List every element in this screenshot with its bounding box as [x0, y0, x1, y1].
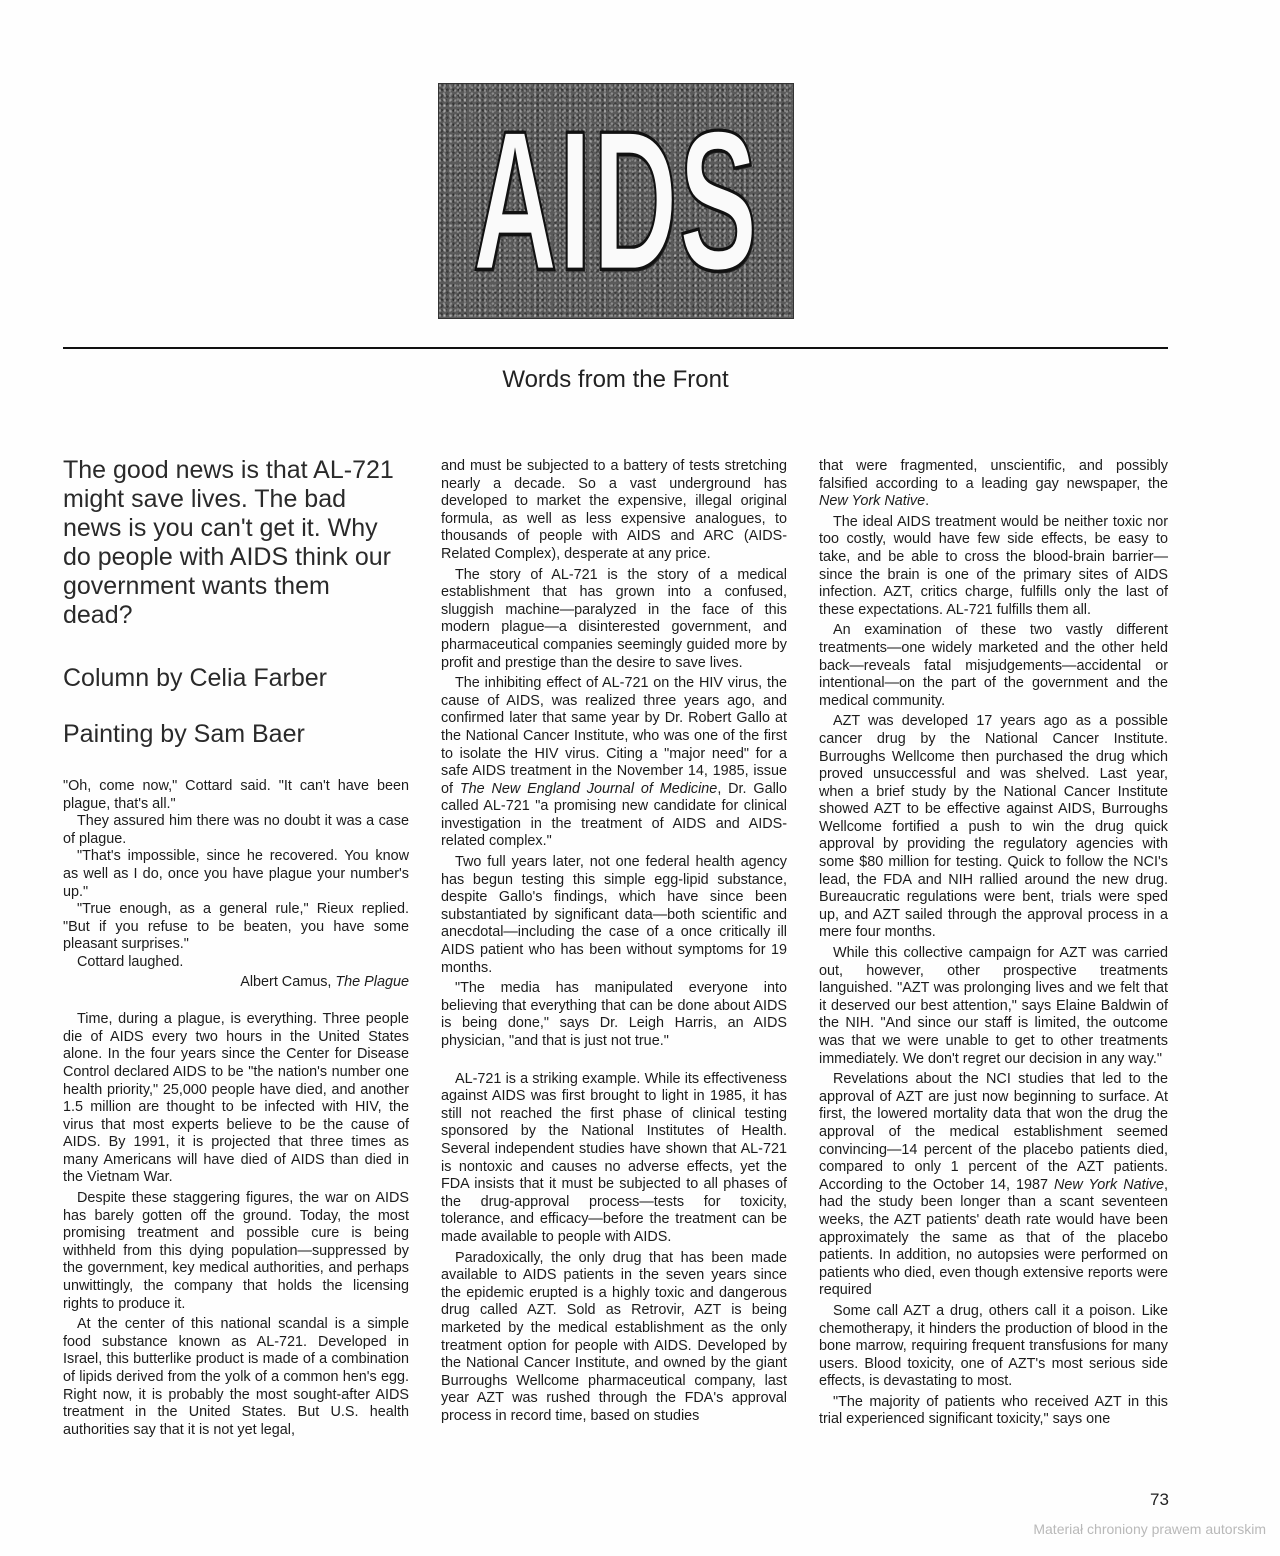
epigraph-line: They assured him there was no doubt it was a case of plague.	[63, 813, 409, 847]
logo-text: AIDS	[473, 89, 759, 312]
body-paragraph: Some call AZT a drug, others call it a poison. Like chemotherapy, it hinders the production of blood in the bone marrow, requiring frequent transfusions for many users. Blood toxicity, one of AZT's most serious side effects, is devastating to most.	[819, 1302, 1168, 1390]
body-paragraph: Two full years later, not one federal health agency has begun testing this simple egg-lipid substance, despite Gallo's findings, which have since been substantiated by significant data—both scientific and anecdotal—including the case of a once critically ill AIDS patient who has been without symptoms for 19 months.	[441, 854, 787, 976]
body-paragraph: "The majority of patients who received AZT in this trial experienced significant toxicity," says one	[819, 1393, 1168, 1428]
body-paragraph: Despite these staggering figures, the war on AIDS has barely gotten off the ground. Today, the most promising treatment and possible cure is being withheld from this dying population—suppressed by the government, key medical authorities, and perhaps unwittingly, the company that holds the licensing rights to produce it.	[63, 1190, 409, 1312]
epigraph-line: "True enough, as a general rule," Rieux replied. "But if you refuse to be beaten, you have some pleasant surprises."	[63, 901, 409, 953]
column-1	[63, 778, 409, 1442]
page-number: 73	[1150, 1490, 1169, 1509]
epigraph-line: "Oh, come now," Cottard said. "It can't have been plague, that's all."	[63, 778, 409, 812]
body-paragraph: "The media has manipulated everyone into believing that everything that can be done about AIDS is being done," says Dr. Leigh Harris, an AIDS physician, "and that is just not true."	[441, 980, 787, 1049]
body-paragraph: that were fragmented, unscientific, and possibly falsified according to a leading gay newspaper, the New York Native.	[819, 458, 1168, 510]
body-paragraph: The inhibiting effect of AL-721 on the HIV virus, the cause of AIDS, was realized three years ago, and confirmed later that same year by Dr. Robert Gallo at the National Cancer Institute, who was one of the first to isolate the HIV virus. Citing a "major need" for a safe AIDS treatment in the November 14, 1985, issue of The New England Journal of Medicine, Dr. Gallo called AL-721 "a promising new candidate for clinical investigation in the treatment of AIDS and AIDS-related complex."	[441, 675, 787, 850]
header-rule	[63, 347, 1168, 349]
copyright-watermark: Materiał chroniony prawem autorskim	[1033, 1521, 1266, 1537]
epigraph-line: "That's impossible, since he recovered. You know as well as I do, once you have plague your number's up."	[63, 848, 409, 900]
body-paragraph: Revelations about the NCI studies that led to the approval of AZT are just now beginning to surface. At first, the lowered mortality data that won the drug the approval of the medical establishment seemed convincing—14 percent of the placebo patients died, compared to only 1 percent of the AZT patients. According to the October 14, 1987 New York Native, had the study been longer than a scant seventeen weeks, the AZT patients' death rate would have been approximately the same as that of the placebo patients. In addition, no autopsies were performed on patients who died, even though extensive reports were required	[819, 1071, 1168, 1299]
epigraph-line: Cottard laughed.	[77, 953, 184, 970]
newspaper-title: New York Native	[819, 493, 926, 510]
column-3	[819, 458, 1168, 1432]
body-paragraph: AZT was developed 17 years ago as a possible cancer drug by the National Cancer Institute. Burroughs Wellcome then purchased the drug which proved unsuccessful and was shelved. Last year, when a brief study by the National Cancer Institute showed AZT to be effective against AIDS, Burroughs Wellcome fortified a push to win the drug quick approval by providing the regulatory agencies with some $80 million for testing. Quick to follow the NCI's lead, the FDA and NIH rallied around the new drug. Bureaucratic regulations were bent, trials were sped up, and AZT sailed through the approval process in a mere four months.	[819, 713, 1168, 941]
byline-painting: Painting by Sam Baer	[63, 720, 305, 748]
body-paragraph: AL-721 is a striking example. While its effectiveness against AIDS was first brought to light in 1985, it has still not reached the first phase of clinical testing sponsored by the National Institutes of Health. Several independent studies have shown that AL-721 is nontoxic and causes no adverse effects, yet the FDA insists that it must be subjected to all phases of the drug-approval process—tests for toxicity, tolerance, and efficacy—before the treatment can be made available to people with AIDS.	[441, 1070, 787, 1245]
body-paragraph: The story of AL-721 is the story of a medical establishment that has grown into a confused, sluggish machine—paralyzed in the face of this modern plague—a disinterested government, and pharmaceutical companies seemingly guided more by profit and prestige than the desire to save lives.	[441, 566, 787, 671]
epigraph-work: The Plague	[335, 973, 409, 990]
epigraph-author: Albert Camus,	[240, 973, 336, 990]
body-paragraph: The ideal AIDS treatment would be neither toxic nor too costly, would have few side effects, be easy to take, and be able to cross the blood-brain barrier—since the brain is one of the primary sites of AIDS infection. AZT, critics charge, fulfills only the last of these expectations. AL-721 fulfills them all.	[819, 513, 1168, 618]
journal-title: The New England Journal of Medicine	[459, 780, 718, 797]
body-paragraph: An examination of these two vastly different treatments—one widely marketed and the other held back—reveals fatal misjudgements—accidental or intentional—on the part of the government and the medical community.	[819, 622, 1168, 709]
deck-headline: The good news is that AL-721 might save lives. The bad news is you can't get it. Why do people with AIDS think our government wants them dead?	[63, 456, 394, 629]
epigraph	[63, 778, 409, 972]
epigraph-attribution	[63, 974, 409, 992]
body-paragraph: Paradoxically, the only drug that has been made available to AIDS patients in the seven years since the epidemic erupted is a highly toxic and dangerous drug called AZT. Sold as Retrovir, AZT is being marketed by the medical establishment as the only treatment option for people with AIDS. Developed by the National Cancer Institute, and owned by the giant Burroughs Wellcome pharmaceutical company, last year AZT was rushed through the FDA's approval process in record time, based on studies	[441, 1249, 787, 1424]
body-paragraph: and must be subjected to a battery of tests stretching nearly a decade. So a vast underground has developed to market the expensive, illegal original formula, as well as less expensive analogues, to thousands of people with AIDS and ARC (AIDS-Related Complex), desperate at any price.	[441, 458, 787, 562]
body-paragraph: While this collective campaign for AZT was carried out, however, other prospective treatments languished. "AZT was prolonging lives and we felt that it deserved our best attention," says Elaine Baldwin of the NIH. "And since our staff is limited, the outcome was that we were unable to get to other treatments immediately. We don't regret our decision in any way."	[819, 945, 1168, 1067]
body-paragraph: At the center of this national scandal is a simple food substance known as AL-721. Developed in Israel, this butterlike product is made of a combination of lipids derived from the yolk of a common hen's egg. Right now, it is probably the most sought-after AIDS treatment in the United States. But U.S. health authorities say that it is not yet legal,	[63, 1316, 409, 1438]
byline-column: Column by Celia Farber	[63, 664, 327, 692]
aids-logo	[438, 83, 794, 319]
newspaper-title: New York Native	[1053, 1176, 1164, 1193]
column-2	[441, 458, 787, 1428]
body-paragraph: Time, during a plague, is everything. Three people die of AIDS every two hours in the United States alone. In the four years since the Center for Disease Control declared AIDS to be "the nation's number one health priority," 25,000 people have died, and another 1.5 million are thought to be infected with HIV, the virus that most experts believe to be the cause of AIDS. By 1991, it is projected that three times as many Americans will have died of AIDS than died in the Vietnam War.	[63, 1011, 409, 1186]
section-rubric: Words from the Front	[502, 366, 729, 393]
